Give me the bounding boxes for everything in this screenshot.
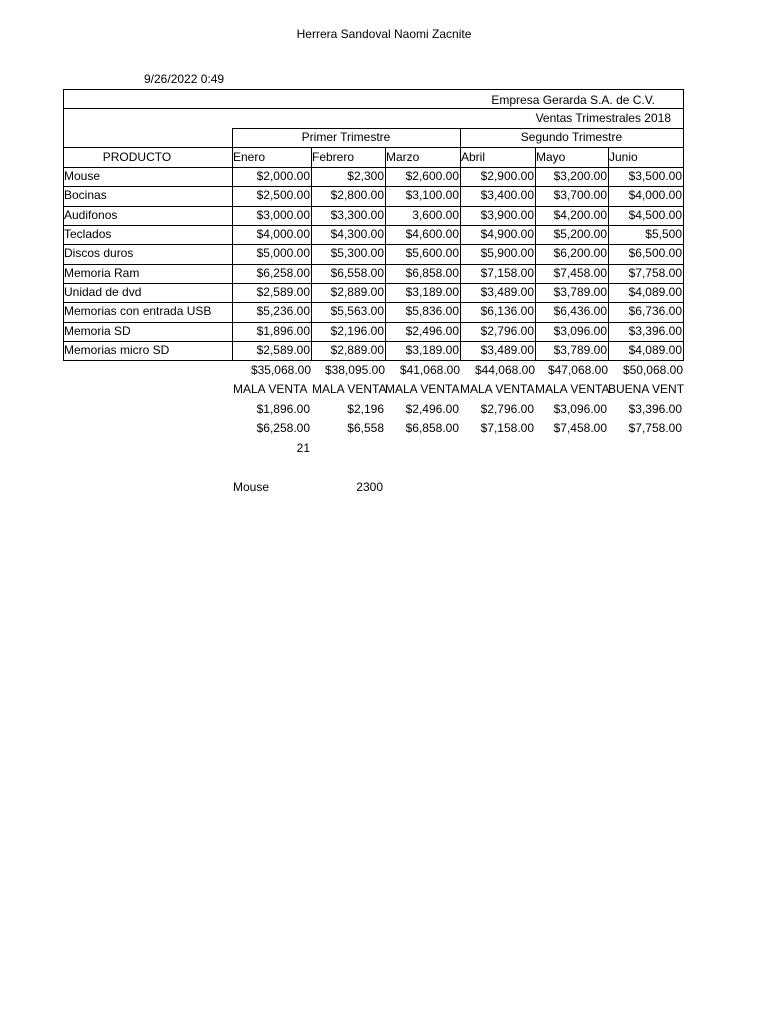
sales-value: $3,189.00 xyxy=(405,285,459,299)
sales-value: $4,300.00 xyxy=(330,227,384,241)
sales-value: $5,900.00 xyxy=(480,246,534,260)
sales-value: $2,000.00 xyxy=(256,169,310,183)
max-value: $7,758.00 xyxy=(628,421,682,435)
sales-value: $2,796.00 xyxy=(480,324,534,338)
min-value: $2,496.00 xyxy=(405,402,459,416)
sales-value: $6,500.00 xyxy=(628,246,682,260)
sales-value: $2,500.00 xyxy=(256,188,310,202)
product-name: Memoria Ram xyxy=(64,266,140,280)
table-hline xyxy=(63,225,684,226)
sales-value: $3,500.00 xyxy=(628,169,682,183)
sales-value: $6,258.00 xyxy=(256,266,310,280)
month-header: Febrero xyxy=(312,150,355,164)
sales-value: $3,096.00 xyxy=(553,324,607,338)
sales-value: $2,889.00 xyxy=(330,343,384,357)
company-name: Empresa Gerarda S.A. de C.V. xyxy=(491,93,655,107)
month-header: Marzo xyxy=(386,150,420,164)
product-column-header: PRODUCTO xyxy=(102,150,172,164)
max-value: $6,558 xyxy=(347,421,384,435)
sales-value: $3,700.00 xyxy=(553,188,607,202)
sales-value: $7,458.00 xyxy=(553,266,607,280)
table-hline xyxy=(63,206,684,207)
min-value: $3,396.00 xyxy=(628,402,682,416)
table-hline xyxy=(63,167,684,168)
sales-value: $5,300.00 xyxy=(330,246,384,260)
total-value: $41,068.00 xyxy=(399,363,460,377)
table-hline xyxy=(63,302,684,303)
month-header: Enero xyxy=(233,150,266,164)
min-value: $1,896.00 xyxy=(256,402,310,416)
sales-value: $5,000.00 xyxy=(256,246,310,260)
total-value: $44,068.00 xyxy=(474,363,535,377)
lookup-label: Mouse xyxy=(233,480,270,494)
sales-value: $1,896.00 xyxy=(256,324,310,338)
max-value: $6,258.00 xyxy=(256,421,310,435)
table-vline xyxy=(63,89,64,361)
min-value: $3,096.00 xyxy=(553,402,607,416)
table-hline xyxy=(63,147,684,148)
max-value: $7,458.00 xyxy=(553,421,607,435)
product-name: Mouse xyxy=(64,169,101,183)
table-hline xyxy=(63,283,684,284)
sales-value: $6,136.00 xyxy=(480,304,534,318)
sales-value: $3,396.00 xyxy=(628,324,682,338)
table-hline xyxy=(63,322,684,323)
sales-value: $5,200.00 xyxy=(553,227,607,241)
product-name: Discos duros xyxy=(64,246,134,260)
sales-value: $7,758.00 xyxy=(628,266,682,280)
sales-value: $3,789.00 xyxy=(553,343,607,357)
lookup-value: 2300 xyxy=(356,480,383,494)
table-hline xyxy=(63,341,684,342)
sales-rating: MALA VENTA xyxy=(535,382,610,396)
total-value: $35,068.00 xyxy=(250,363,311,377)
sales-value: $2,800.00 xyxy=(330,188,384,202)
quarter-header: Primer Trimestre xyxy=(301,130,391,144)
table-vline xyxy=(683,89,684,361)
sales-value: $2,589.00 xyxy=(256,343,310,357)
quarter-header: Segundo Trimestre xyxy=(520,130,623,144)
count-value: 21 xyxy=(296,441,310,455)
sales-value: 3,600.00 xyxy=(412,208,459,222)
sales-value: $3,189.00 xyxy=(405,343,459,357)
total-value: $47,068.00 xyxy=(547,363,608,377)
sales-value: $4,900.00 xyxy=(480,227,534,241)
sales-rating: MALA VENTA xyxy=(233,382,308,396)
sales-rating: MALA VENTA xyxy=(385,382,460,396)
max-value: $7,158.00 xyxy=(480,421,534,435)
sales-value: $3,000.00 xyxy=(256,208,310,222)
product-name: Memoria SD xyxy=(64,324,131,338)
sales-value: $3,400.00 xyxy=(480,188,534,202)
sales-value: $2,589.00 xyxy=(256,285,310,299)
sales-value: $7,158.00 xyxy=(480,266,534,280)
sales-value: $4,000.00 xyxy=(628,188,682,202)
sales-value: $6,200.00 xyxy=(553,246,607,260)
report-subtitle: Ventas Trimestrales 2018 xyxy=(535,111,671,125)
sales-value: $4,089.00 xyxy=(628,285,682,299)
sales-value: $4,089.00 xyxy=(628,343,682,357)
page-header-datetime: 9/26/2022 0:49 xyxy=(144,72,225,86)
sales-value: $6,558.00 xyxy=(330,266,384,280)
sales-rating: MALA VENTA xyxy=(460,382,535,396)
sales-rating: BUENA VENT xyxy=(608,382,685,396)
sales-value: $4,000.00 xyxy=(256,227,310,241)
product-name: Memorias con entrada USB xyxy=(64,304,212,318)
product-name: Teclados xyxy=(64,227,112,241)
sales-value: $5,236.00 xyxy=(256,304,310,318)
table-hline xyxy=(63,264,684,265)
sales-value: $2,900.00 xyxy=(480,169,534,183)
sales-value: $2,889.00 xyxy=(330,285,384,299)
sales-value: $3,489.00 xyxy=(480,343,534,357)
month-header: Abril xyxy=(461,150,486,164)
total-value: $50,068.00 xyxy=(622,363,683,377)
sales-value: $2,300 xyxy=(347,169,384,183)
page-header-author: Herrera Sandoval Naomi Zacnite xyxy=(296,27,472,41)
sales-value: $4,500.00 xyxy=(628,208,682,222)
table-hline xyxy=(63,244,684,245)
sales-value: $3,900.00 xyxy=(480,208,534,222)
sales-value: $4,600.00 xyxy=(405,227,459,241)
sales-value: $3,100.00 xyxy=(405,188,459,202)
month-header: Junio xyxy=(609,150,638,164)
sales-value: $6,736.00 xyxy=(628,304,682,318)
sales-value: $6,858.00 xyxy=(405,266,459,280)
sales-value: $4,200.00 xyxy=(553,208,607,222)
table-hline xyxy=(63,89,684,90)
total-value: $38,095.00 xyxy=(324,363,385,377)
table-hline xyxy=(232,128,683,129)
sales-value: $3,200.00 xyxy=(553,169,607,183)
month-header: Mayo xyxy=(536,150,566,164)
product-name: Memorias micro SD xyxy=(64,343,170,357)
min-value: $2,796.00 xyxy=(480,402,534,416)
sales-value: $5,836.00 xyxy=(405,304,459,318)
product-name: Audifonos xyxy=(64,208,118,222)
sales-value: $3,789.00 xyxy=(553,285,607,299)
sales-value: $2,600.00 xyxy=(405,169,459,183)
max-value: $6,858.00 xyxy=(405,421,459,435)
sales-value: $2,196.00 xyxy=(330,324,384,338)
sales-value: $3,300.00 xyxy=(330,208,384,222)
sales-value: $5,600.00 xyxy=(405,246,459,260)
sales-rating: MALA VENTA xyxy=(312,382,387,396)
product-name: Unidad de dvd xyxy=(64,285,142,299)
min-value: $2,196 xyxy=(347,402,384,416)
sales-value: $2,496.00 xyxy=(405,324,459,338)
product-name: Bocinas xyxy=(64,188,107,202)
table-hline xyxy=(63,186,684,187)
sales-value: $5,563.00 xyxy=(330,304,384,318)
sales-value: $6,436.00 xyxy=(553,304,607,318)
sales-value: $5,500 xyxy=(645,227,682,241)
table-hline xyxy=(63,360,684,361)
table-hline xyxy=(63,108,684,109)
sales-value: $3,489.00 xyxy=(480,285,534,299)
